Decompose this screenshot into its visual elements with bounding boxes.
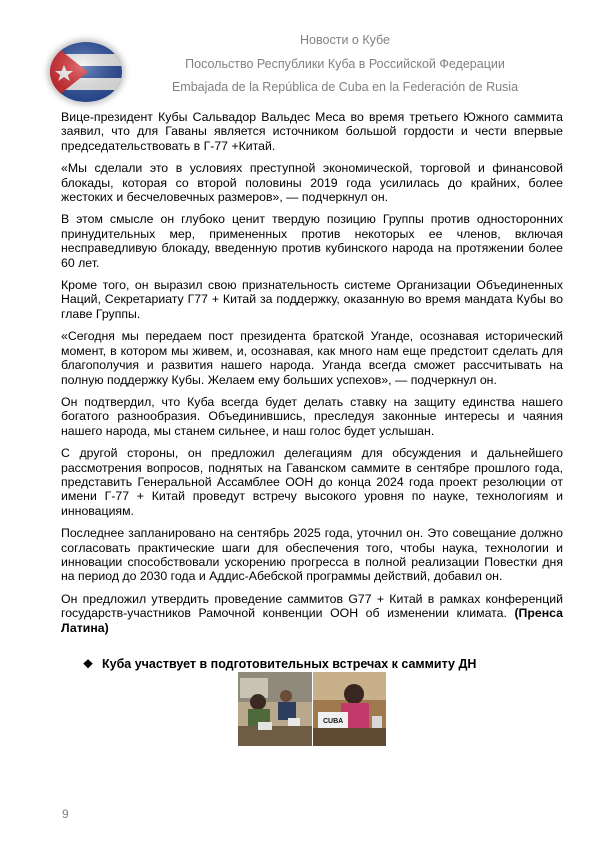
header-embassy-russian: Посольство Республики Куба в Российской Федерации: [185, 57, 505, 71]
header-title: Новости о Кубе: [300, 33, 390, 47]
article-body: [61, 110, 563, 643]
placard-text: CUBA: [323, 718, 344, 725]
paragraph: Кроме того, он выразил свою признательность системе Организации Объединенных Наций, Секретариату Г77 + Китай за поддержку, оказанную во время мандата Кубы во главе Группы.: [61, 278, 563, 321]
paragraph: Вице-президент Кубы Сальвадор Вальдес Меса во время третьего Южного саммита заявил, что для Гаваны является источником большой гордости и чести впервые председательствовать в Г-77 +Китай.: [61, 110, 563, 153]
source-credit: (Пренса Латина): [61, 606, 563, 635]
paragraph: «Мы сделали это в условиях преступной экономической, торговой и финансовой блокады, которая со второй половины 2019 года усилилась до крайних, более жестоких и бесчеловечных размеров», — подчеркнул он.: [61, 161, 563, 205]
bullet-heading: [82, 657, 476, 671]
document-header: [0, 0, 610, 105]
page-number: 9: [62, 807, 69, 821]
four-diamond-bullet-icon: ❖: [82, 657, 94, 671]
paragraph: Последнее запланировано на сентябрь 2025 года, уточнил он. Это совещание должно согласовать практические шаги для обеспечения того, чтобы наука, технологии и инновации способствовали ускорению прогресса в полной реализации Повестки дня на период до 2030 года и Аддис-Абебской программы действий, добавил он.: [61, 526, 563, 584]
header-embassy-spanish: Embajada de la República de Cuba en la Federación de Rusia: [171, 80, 519, 94]
paragraph: Он подтвердил, что Куба всегда будет делать ставку на защиту единства нашего богатого разнообразия. Объединившись, преследуя законные интересы и чаяния нашего народа, мы станем сильнее, и наш голос будет услышан.: [61, 394, 563, 438]
paragraph-last: [61, 592, 563, 635]
cuban-flag-globe-icon: [50, 42, 122, 102]
paragraph: «Сегодня мы передаем пост президента братской Уганде, осознавая исторический момент, в котором мы живем, и, осознавая, как много нам еще предстоит сделать для благополучия и развития нашего народа. Уганда всегда сможет рассчитывать на полную поддержку Кубы. Желаем ему больших успехов», — подчеркнул он.: [61, 329, 563, 387]
paragraph: С другой стороны, он предложил делегациям для обсуждения и дальнейшего рассмотрения вопросов, поднятых на Гаванском саммите в сентябре прошлого года, представить Генеральной Ассамблее ООН до конца 2024 года проект резолюции от имени Г-77 + Китай проведут встречу высокого уровня по науке, технологиям и инновациям.: [61, 446, 563, 518]
paragraph: В этом смысле он глубоко ценит твердую позицию Группы против односторонних принудительных мер, примененных против некоторых ее членов, включая несправедливую блокаду, введенную против кубинского народа на протяжении более 60 лет.: [61, 212, 563, 270]
meeting-photo: [238, 672, 386, 746]
bullet-heading-text: Куба участвует в подготовительных встречах к саммиту ДН: [102, 657, 477, 671]
paragraph-text: Он предложил утвердить проведение саммитов G77 + Китай в рамках конференций государств-участников Рамочной конвенции ООН об изменении климата.: [61, 591, 563, 621]
